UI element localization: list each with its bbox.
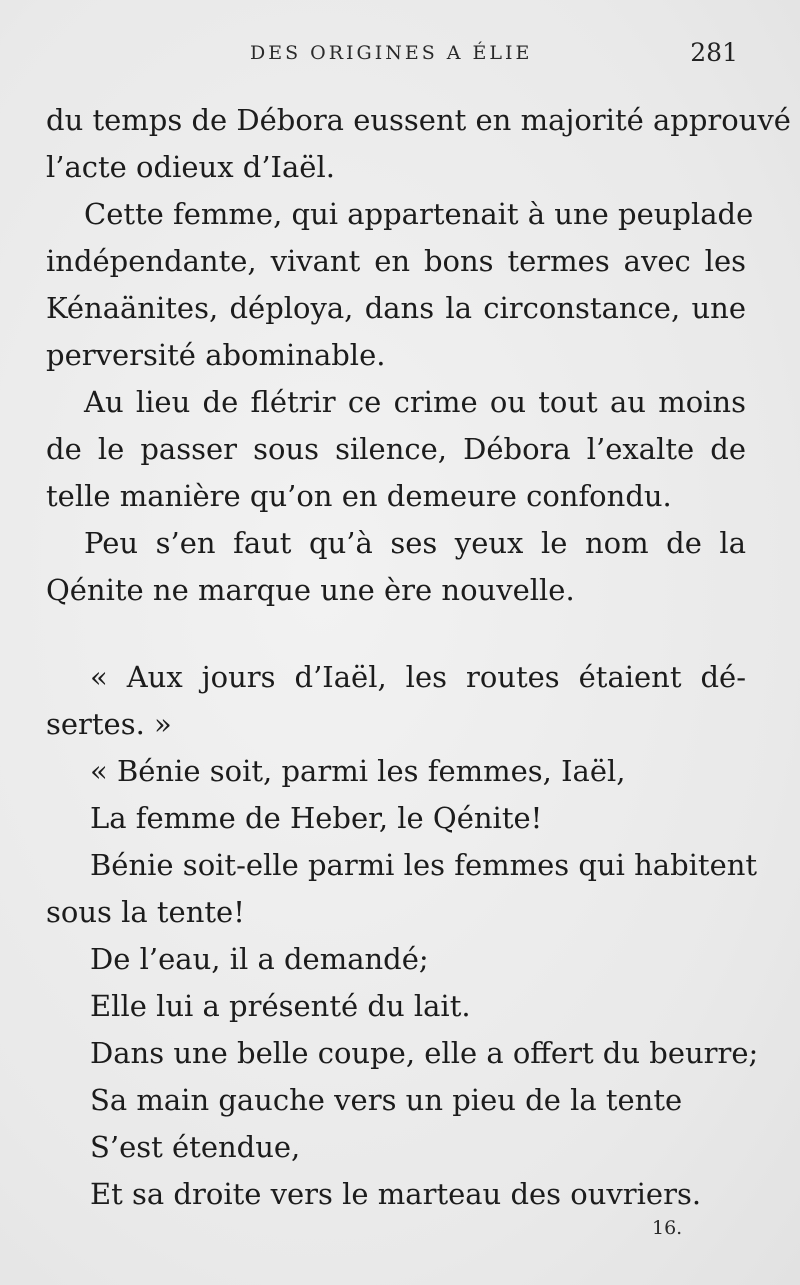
quote-line: Sa main gauche vers un pieu de la tente (90, 1083, 683, 1117)
quoted-verse (46, 654, 759, 1218)
quote-line: La femme de Heber, le Qénite! (90, 801, 543, 835)
page-number: 281 (690, 38, 738, 67)
prose-line: Kénaänites, déploya, dans la circonstance, une (46, 291, 746, 325)
prose-line: Cette femme, qui appartenait à une peuplade (84, 197, 754, 231)
prose-line: de le passer sous silence, Débora l’exalte de (46, 432, 746, 466)
quote-line: sous la tente! (46, 895, 245, 929)
signature-mark: 16. (652, 1217, 683, 1239)
prose-line: Au lieu de flétrir ce crime ou tout au moins (84, 385, 746, 419)
quote-line: « Aux jours d’Iaël, les routes étaient dé- (90, 660, 746, 694)
quote-line: De l’eau, il a demandé; (90, 942, 429, 976)
prose-line: Qénite ne marque une ère nouvelle. (46, 573, 575, 607)
quote-line: Elle lui a présenté du lait. (90, 989, 471, 1023)
running-head: DES ORIGINES A ÉLIE (250, 42, 533, 64)
quote-line: sertes. » (46, 707, 172, 741)
prose-line: l’acte odieux d’Iaël. (46, 150, 335, 184)
quote-line: Et sa droite vers le marteau des ouvriers. (90, 1177, 702, 1211)
quote-line: Bénie soit-elle parmi les femmes qui habitent (90, 848, 758, 882)
prose-line: du temps de Débora eussent en majorité approuvé (46, 103, 791, 137)
quote-line: Dans une belle coupe, elle a offert du beurre; (90, 1036, 759, 1070)
quote-line: S’est étendue, (90, 1130, 301, 1164)
prose-paragraphs (46, 97, 791, 614)
quote-line: « Bénie soit, parmi les femmes, Iaël, (90, 754, 626, 788)
prose-line: Peu s’en faut qu’à ses yeux le nom de la (84, 526, 746, 560)
prose-line: indépendante, vivant en bons termes avec les (46, 244, 746, 278)
prose-line: perversité abominable. (46, 338, 386, 372)
prose-line: telle manière qu’on en demeure confondu. (46, 479, 672, 513)
